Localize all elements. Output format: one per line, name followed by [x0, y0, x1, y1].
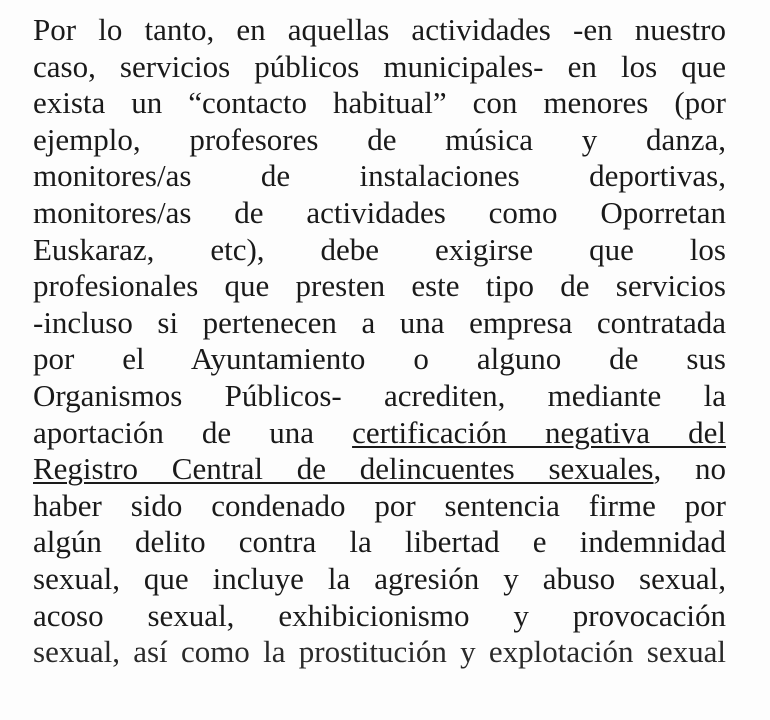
- paragraph-line-2: caso, servicios públicos municipales- en los que: [33, 48, 726, 84]
- paragraph-line-5: monitores/as de instalaciones deportivas,: [33, 158, 726, 194]
- underlined-registry-text: Registro Central de delincuentes sexuales: [33, 451, 654, 487]
- line-13-plain-text: , no: [653, 451, 726, 487]
- paragraph-line-3: exista un “contacto habitual” con menores (por: [33, 85, 726, 121]
- paragraph-line-17: acoso sexual, exhibicionismo y provocación: [33, 597, 726, 633]
- paragraph-line-10: por el Ayuntamiento o alguno de sus: [33, 341, 726, 377]
- paragraph-line-8: profesionales que presten este tipo de servicios: [33, 268, 726, 304]
- document-paragraph: [33, 12, 726, 671]
- paragraph-line-14: haber sido condenado por sentencia firme por: [33, 487, 726, 523]
- paragraph-line-4: ejemplo, profesores de música y danza,: [33, 121, 726, 157]
- paragraph-line-12: [33, 415, 726, 452]
- underlined-certificate-text: certificación negativa del: [352, 414, 726, 450]
- paragraph-line-cut-off: sexual, así como la prostitución y explotación sexual: [33, 634, 726, 670]
- paragraph-line-7: Euskaraz, etc), debe exigirse que los: [33, 231, 726, 267]
- paragraph-line-16: sexual, que incluye la agresión y abuso sexual,: [33, 560, 726, 596]
- paragraph-line-6: monitores/as de actividades como Oporretan: [33, 194, 726, 230]
- paragraph-line-9: -incluso si pertenecen a una empresa contratada: [33, 304, 726, 340]
- paragraph-line-11: Organismos Públicos- acrediten, mediante la: [33, 377, 726, 413]
- line-12-plain-text: aportación de una: [33, 414, 353, 450]
- paragraph-line-1: Por lo tanto, en aquellas actividades -en nuestro: [33, 12, 726, 47]
- paragraph-line-15: algún delito contra la libertad e indemnidad: [33, 524, 726, 560]
- paragraph-line-13: [33, 451, 726, 488]
